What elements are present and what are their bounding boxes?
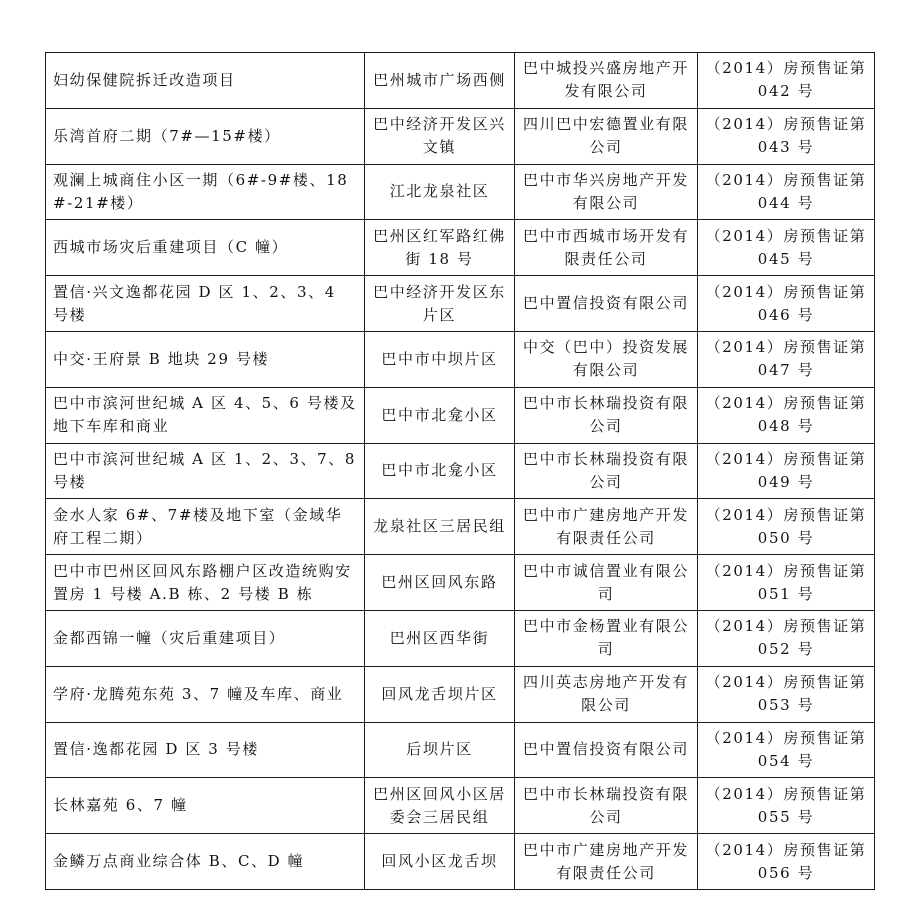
location-cell: 巴州区回风小区居委会三居民组 [365,778,515,834]
location-cell: 巴中市北龛小区 [365,443,515,499]
project-name-cell: 金鳞万点商业综合体 B、C、D 幢 [46,834,365,890]
developer-cell: 巴中市广建房地产开发有限责任公司 [515,834,698,890]
project-name-cell: 置信·逸都花园 D 区 3 号楼 [46,722,365,778]
permit-number-cell: （2014）房预售证第 051 号 [698,555,875,611]
permit-number-cell: （2014）房预售证第 056 号 [698,834,875,890]
location-cell: 回风龙舌坝片区 [365,666,515,722]
table-row [46,108,875,164]
developer-cell: 巴中置信投资有限公司 [515,722,698,778]
location-cell: 龙泉社区三居民组 [365,499,515,555]
location-cell: 巴州区西华街 [365,610,515,666]
table-row [46,53,875,109]
table-row [46,220,875,276]
location-cell: 巴中经济开发区兴文镇 [365,108,515,164]
permit-number-cell: （2014）房预售证第 042 号 [698,53,875,109]
table-row [46,610,875,666]
project-name-cell: 巴中市滨河世纪城 A 区 4、5、6 号楼及地下车库和商业 [46,387,365,443]
table-row [46,666,875,722]
project-name-cell: 中交·王府景 B 地块 29 号楼 [46,331,365,387]
developer-cell: 四川英志房地产开发有限公司 [515,666,698,722]
presale-permit-table [45,52,875,890]
project-name-cell: 置信·兴文逸都花园 D 区 1、2、3、4 号楼 [46,276,365,332]
location-cell: 后坝片区 [365,722,515,778]
location-cell: 回风小区龙舌坝 [365,834,515,890]
project-name-cell: 妇幼保健院拆迁改造项目 [46,53,365,109]
location-cell: 巴州区红军路红佛街 18 号 [365,220,515,276]
project-name-cell: 长林嘉苑 6、7 幢 [46,778,365,834]
developer-cell: 巴中市长林瑞投资有限公司 [515,778,698,834]
table-row [46,834,875,890]
location-cell: 巴州城市广场西侧 [365,53,515,109]
table-row [46,555,875,611]
developer-cell: 巴中市诚信置业有限公司 [515,555,698,611]
project-name-cell: 乐湾首府二期（7#—15#楼） [46,108,365,164]
permit-number-cell: （2014）房预售证第 046 号 [698,276,875,332]
table-body [46,53,875,890]
location-cell: 巴中市中坝片区 [365,331,515,387]
developer-cell: 巴中市金杨置业有限公司 [515,610,698,666]
developer-cell: 中交（巴中）投资发展有限公司 [515,331,698,387]
permit-number-cell: （2014）房预售证第 055 号 [698,778,875,834]
table-row [46,387,875,443]
project-name-cell: 巴中市巴州区回风东路棚户区改造统购安置房 1 号楼 A.B 栋、2 号楼 B 栋 [46,555,365,611]
project-name-cell: 观澜上城商住小区一期（6#-9#楼、18#-21#楼） [46,164,365,220]
location-cell: 巴中市北龛小区 [365,387,515,443]
table-row [46,443,875,499]
table-row [46,331,875,387]
developer-cell: 巴中市华兴房地产开发有限公司 [515,164,698,220]
location-cell: 巴中经济开发区东片区 [365,276,515,332]
table-row [46,778,875,834]
permit-number-cell: （2014）房预售证第 054 号 [698,722,875,778]
table-row [46,499,875,555]
permit-number-cell: （2014）房预售证第 049 号 [698,443,875,499]
developer-cell: 巴中市西城市场开发有限责任公司 [515,220,698,276]
project-name-cell: 巴中市滨河世纪城 A 区 1、2、3、7、8 号楼 [46,443,365,499]
permit-number-cell: （2014）房预售证第 047 号 [698,331,875,387]
location-cell: 江北龙泉社区 [365,164,515,220]
project-name-cell: 金都西锦一幢（灾后重建项目） [46,610,365,666]
table-row [46,276,875,332]
project-name-cell: 学府·龙腾苑东苑 3、7 幢及车库、商业 [46,666,365,722]
project-name-cell: 西城市场灾后重建项目（C 幢） [46,220,365,276]
developer-cell: 四川巴中宏德置业有限公司 [515,108,698,164]
developer-cell: 巴中城投兴盛房地产开发有限公司 [515,53,698,109]
developer-cell: 巴中市广建房地产开发有限责任公司 [515,499,698,555]
project-name-cell: 金水人家 6#、7#楼及地下室（金域华府工程二期） [46,499,365,555]
location-cell: 巴州区回风东路 [365,555,515,611]
table-row [46,722,875,778]
permit-number-cell: （2014）房预售证第 048 号 [698,387,875,443]
developer-cell: 巴中市长林瑞投资有限公司 [515,387,698,443]
permit-number-cell: （2014）房预售证第 050 号 [698,499,875,555]
permit-number-cell: （2014）房预售证第 045 号 [698,220,875,276]
developer-cell: 巴中置信投资有限公司 [515,276,698,332]
permit-number-cell: （2014）房预售证第 043 号 [698,108,875,164]
developer-cell: 巴中市长林瑞投资有限公司 [515,443,698,499]
permit-number-cell: （2014）房预售证第 053 号 [698,666,875,722]
permit-number-cell: （2014）房预售证第 052 号 [698,610,875,666]
permit-number-cell: （2014）房预售证第 044 号 [698,164,875,220]
table-row [46,164,875,220]
